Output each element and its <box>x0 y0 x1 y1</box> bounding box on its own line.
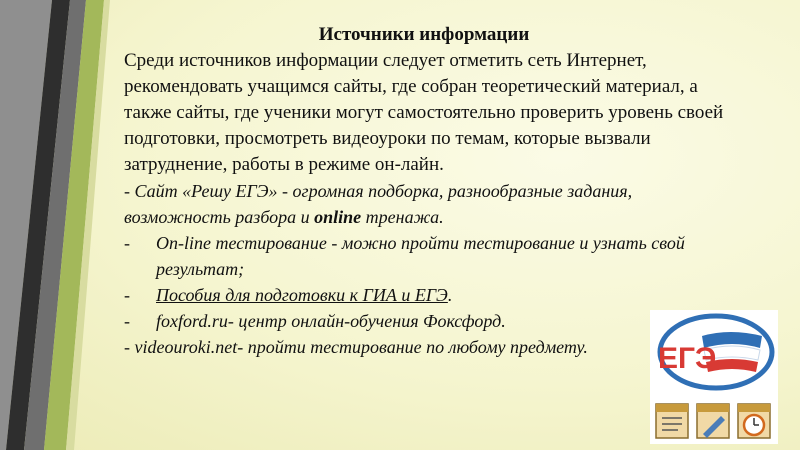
ege-logo-icon <box>650 310 778 444</box>
clock-icon <box>738 404 770 438</box>
list-dash: - <box>124 233 130 253</box>
reshu-prefix: - Сайт «Решу ЕГЭ» - огромная подборка, разнообразные задания, возможность разбора и <box>124 181 633 227</box>
decorative-stripes <box>0 0 120 450</box>
reshu-bold: online <box>314 207 362 227</box>
list-dash: - <box>124 311 130 331</box>
posobiya-link[interactable]: Пособия для подготовки к ГИА и ЕГЭ <box>156 285 448 305</box>
list-item-text: foxford.ru- центр онлайн-обучения Фоксфорд. <box>156 311 506 331</box>
videouroki-item: - videouroki.net- пройти тестирование по любому предмету. <box>124 337 588 357</box>
list-item-after: . <box>447 285 453 305</box>
slide-title: Источники информации <box>318 24 530 45</box>
list-item-text: On-line тестирование - можно пройти тестирование и узнать свой результат; <box>156 233 685 279</box>
logo-text: ЕГЭ <box>658 342 717 375</box>
list-item-posobiya <box>124 282 724 308</box>
list-dash: - <box>124 285 130 305</box>
reshu-suffix: тренажа. <box>361 207 444 227</box>
slide-content <box>124 22 724 360</box>
calendar-icon <box>656 404 688 438</box>
intro-paragraph: Среди источников информации следует отметить сеть Интернет, рекомендовать учащимся сайты, где собран теоретический материал, а также сайты, где ученики могут самостоятельно проверить уровень своей подготовки, просмотреть видеоуроки по темам, которые вызвали затруднение, работы в режиме он-лайн. <box>124 50 724 175</box>
list-item-online-testing <box>124 230 724 282</box>
pencil-icon <box>697 404 729 438</box>
reshu-ege-item <box>124 178 724 230</box>
list-item-foxford <box>124 308 724 334</box>
